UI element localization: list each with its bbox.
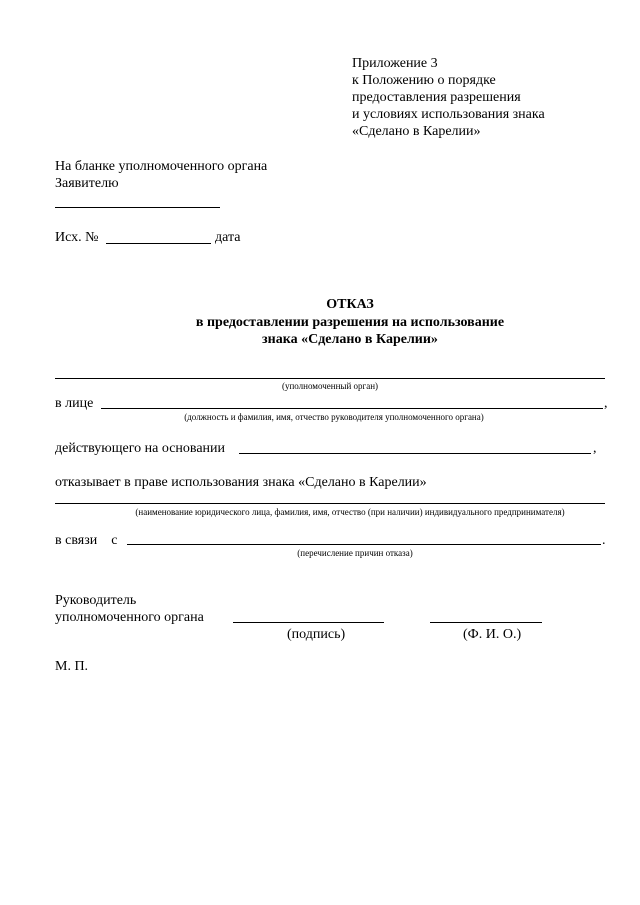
date-label: дата: [215, 230, 241, 245]
reasons-period: .: [602, 533, 606, 548]
applicant-name-line: [55, 503, 605, 504]
appendix-line-3: предоставления разрешения: [352, 90, 521, 105]
stamp-place: М. П.: [55, 659, 89, 674]
acting-comma: ,: [593, 441, 597, 456]
refuses-text: отказывает в праве использования знака «Сделано в Карелии»: [55, 475, 427, 490]
authorized-body-caption: (уполномоченный орган): [281, 381, 379, 391]
ref-number-line: [106, 243, 211, 244]
reasons-caption: (перечисление причин отказа): [297, 548, 413, 558]
head-label-2: уполномоченного органа: [55, 610, 204, 625]
ref-label: Исх. №: [55, 230, 99, 245]
reasons-line: [127, 544, 601, 545]
full-name-line: [430, 622, 542, 623]
appendix-line-1: Приложение 3: [352, 56, 438, 71]
acting-basis-line: [239, 453, 591, 454]
doc-subtitle-1: в предоставлении разрешения на использование: [195, 315, 505, 330]
signature-line: [233, 622, 384, 623]
blank-note: На бланке уполномоченного органа: [55, 159, 268, 174]
authorized-body-line: [55, 378, 605, 379]
acting-label: действующего на основании: [55, 441, 226, 456]
in-person-line: [101, 408, 603, 409]
full-name-caption: (Ф. И. О.): [463, 627, 522, 642]
doc-title: ОТКАЗ: [326, 297, 374, 312]
applicant-line: [55, 207, 220, 208]
in-person-comma: ,: [604, 396, 608, 411]
due-label: в связи с: [55, 533, 118, 548]
head-label-1: Руководитель: [55, 593, 137, 608]
appendix-line-4: и условиях использования знака: [352, 107, 545, 122]
doc-subtitle-2: знака «Сделано в Карелии»: [262, 332, 438, 347]
applicant-label: Заявителю: [55, 176, 119, 191]
in-person-caption: (должность и фамилия, имя, отчество руководителя уполномоченного органа): [184, 412, 484, 422]
appendix-line-2: к Положению о порядке: [352, 73, 496, 88]
appendix-line-5: «Сделано в Карелии»: [352, 124, 481, 139]
in-person-label: в лице: [55, 396, 94, 411]
signature-caption: (подпись): [287, 627, 346, 642]
applicant-name-caption: (наименование юридического лица, фамилия, имя, отчество (при наличии) индивидуального предпринимателя): [135, 507, 565, 517]
